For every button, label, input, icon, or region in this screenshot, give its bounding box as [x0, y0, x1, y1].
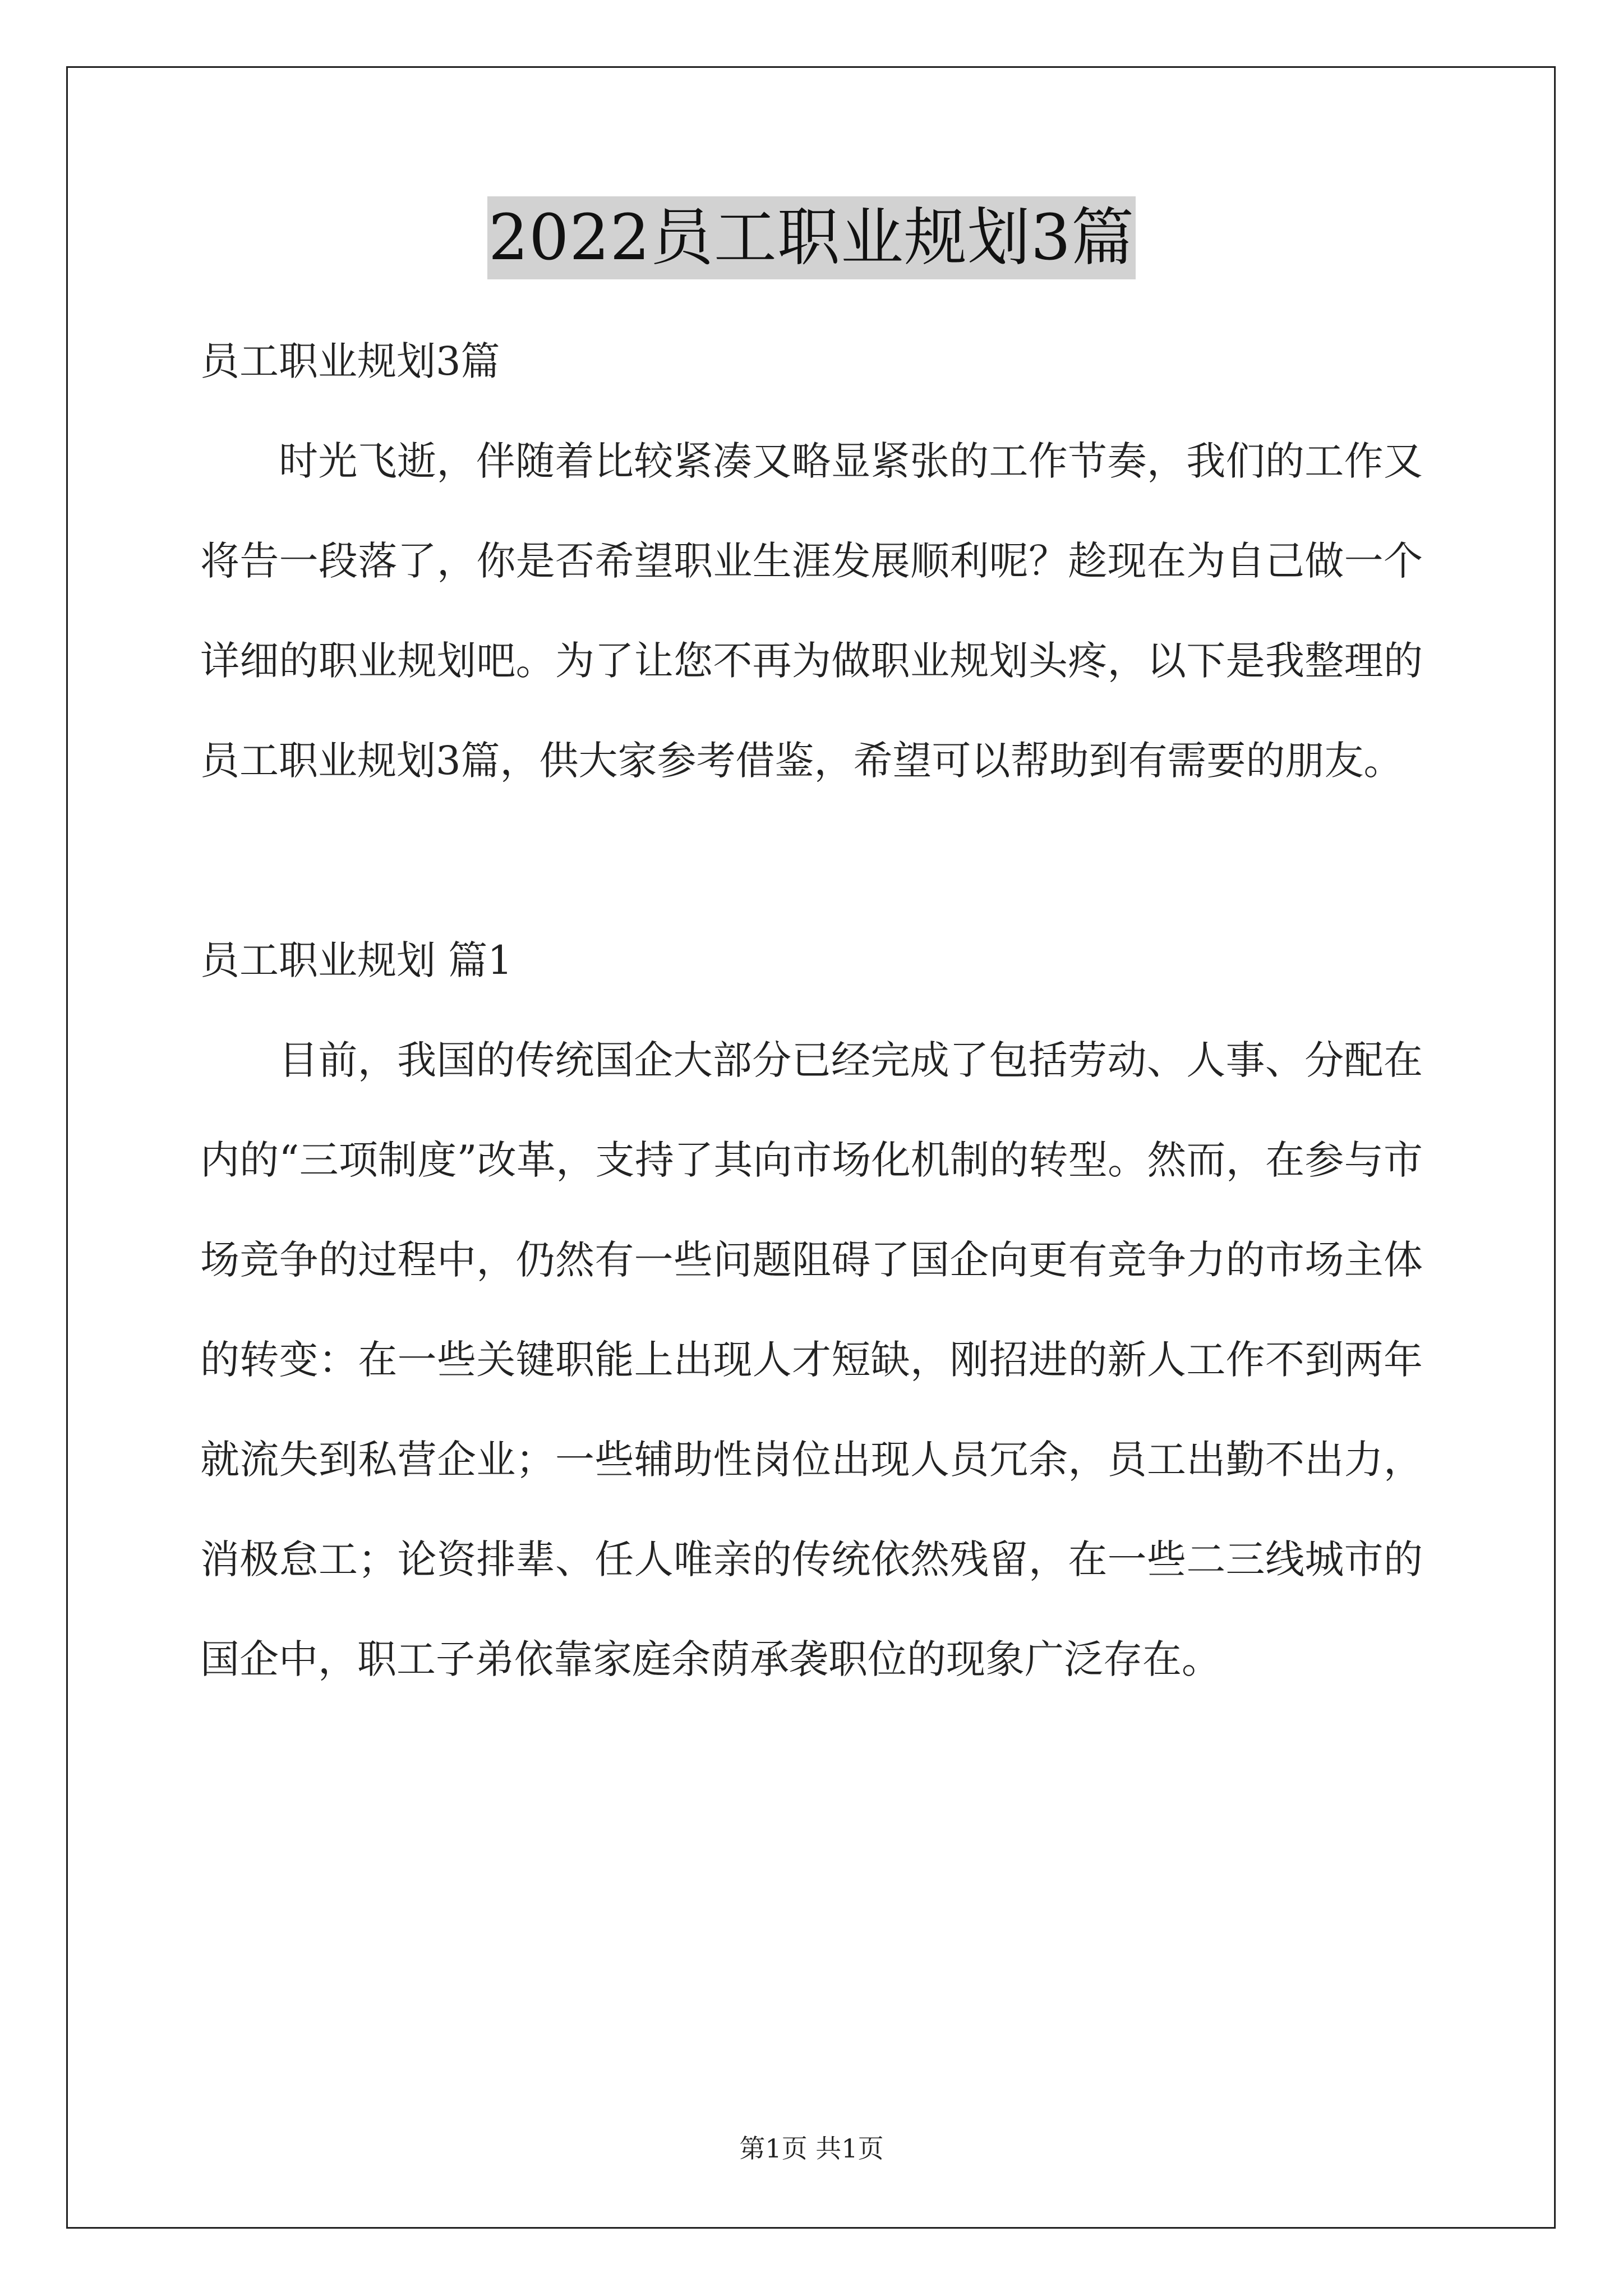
paragraph-spacer [200, 811, 1423, 910]
intro-paragraph: 时光飞逝，伴随着比较紧凑又略显紧张的工作节奏，我们的工作又将告一段落了，你是否希望职业生涯发展顺利呢？趁现在为自己做一个详细的职业规划吧。为了让您不再为做职业规划头疼，以下是我整理的员工职业规划3篇，供大家参考借鉴，希望可以帮助到有需要的朋友。 [200, 438, 1423, 784]
section-paragraph: 目前，我国的传统国企大部分已经完成了包括劳动、人事、分配在内的“三项制度”改革，支持了其向市场化机制的转型。然而，在参与市场竞争的过程中，仍然有一些问题阻碍了国企向更有竞争力的市场主体的转变：在一些关键职能上出现人才短缺，刚招进的新人工作不到两年就流失到私营企业；一些辅助性岗位出现人员冗余，员工出勤不出力，消极怠工；论资排辈、任人唯亲的传统依然残留，在一些二三线城市的国企中，职工子弟依靠家庭余荫承袭职位的现象广泛存在。 [200, 1037, 1423, 1682]
document-title: 2022员工职业规划3篇 [487, 196, 1136, 279]
section-heading: 员工职业规划 篇1 [200, 937, 513, 983]
document-body [200, 311, 1423, 1709]
document-subtitle: 员工职业规划3篇 [200, 338, 500, 384]
title-container [0, 196, 1623, 279]
page-footer: 第1页 共1页 [739, 2133, 884, 2164]
